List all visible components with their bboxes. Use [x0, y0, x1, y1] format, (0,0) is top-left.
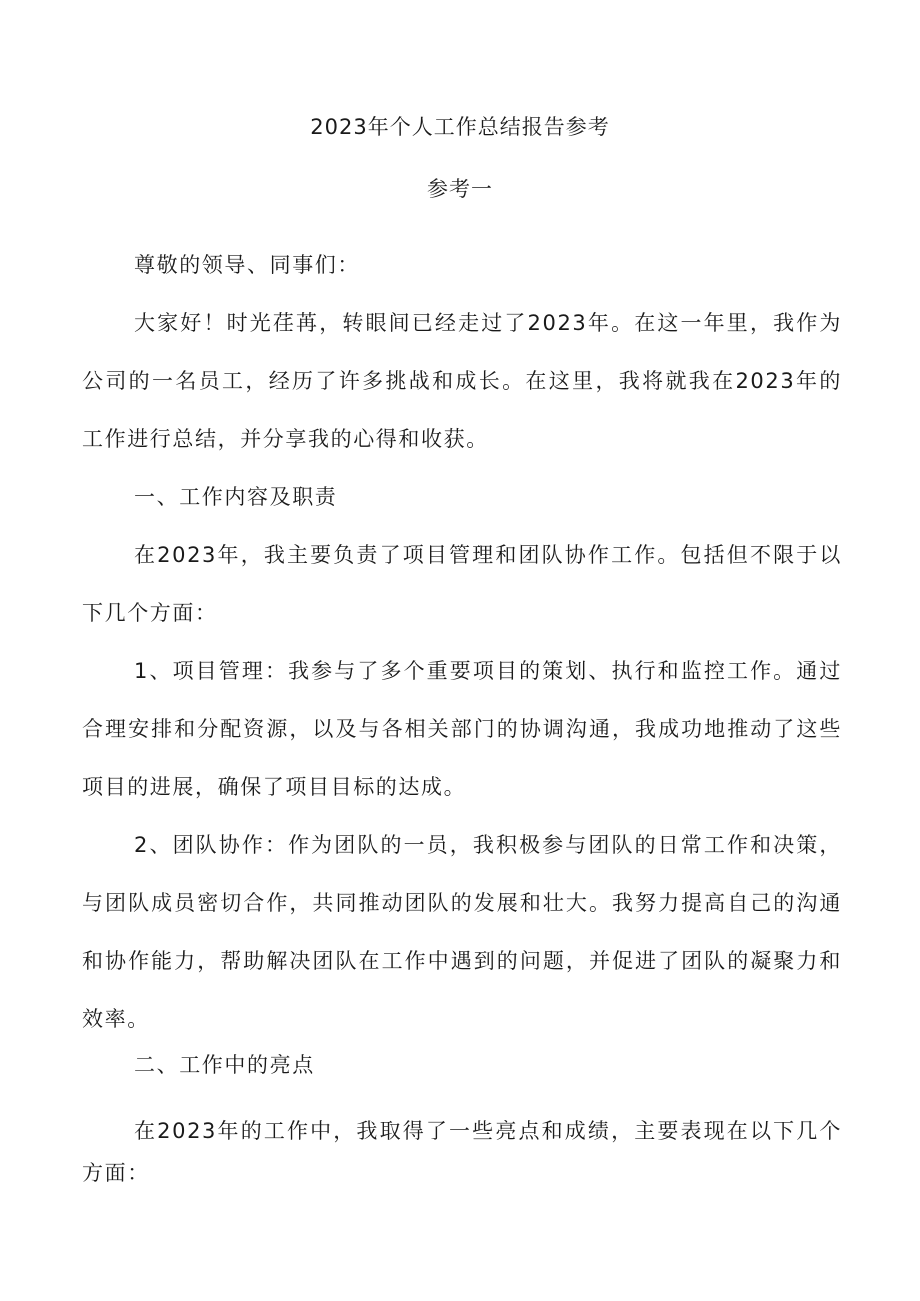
intro-paragraph: 大家好！时光荏苒，转眼间已经走过了2023年。在这一年里，我作为公司的一名员工，经历了许多挑战和成长。在这里，我将就我在2023年的工作进行总结，并分享我的心得和收获。 — [82, 311, 842, 451]
salutation-paragraph: 尊敬的领导、同事们： — [134, 253, 360, 277]
section-heading-1: 一、工作内容及职责 — [134, 485, 338, 509]
document-subtitle: 参考一 — [427, 177, 493, 201]
project-management-paragraph: 1、项目管理：我参与了多个重要项目的策划、执行和监控工作。通过合理安排和分配资源，以及与各相关部门的协调沟通，我成功地推动了这些项目的进展，确保了项目目标的达成。 — [82, 659, 842, 799]
highlights-paragraph: 在2023年的工作中，我取得了一些亮点和成绩，主要表现在以下几个方面： — [82, 1119, 842, 1185]
document-title: 2023年个人工作总结报告参考 — [310, 115, 610, 139]
section-heading-2: 二、工作中的亮点 — [134, 1053, 315, 1077]
work-content-paragraph: 在2023年，我主要负责了项目管理和团队协作工作。包括但不限于以下几个方面： — [82, 543, 842, 625]
team-collaboration-paragraph: 2、团队协作：作为团队的一员，我积极参与团队的日常工作和决策，与团队成员密切合作，共同推动团队的发展和壮大。我努力提高自己的沟通和协作能力，帮助解决团队在工作中遇到的问题，并促进了团队的凝聚力和效率。 — [82, 833, 842, 1031]
